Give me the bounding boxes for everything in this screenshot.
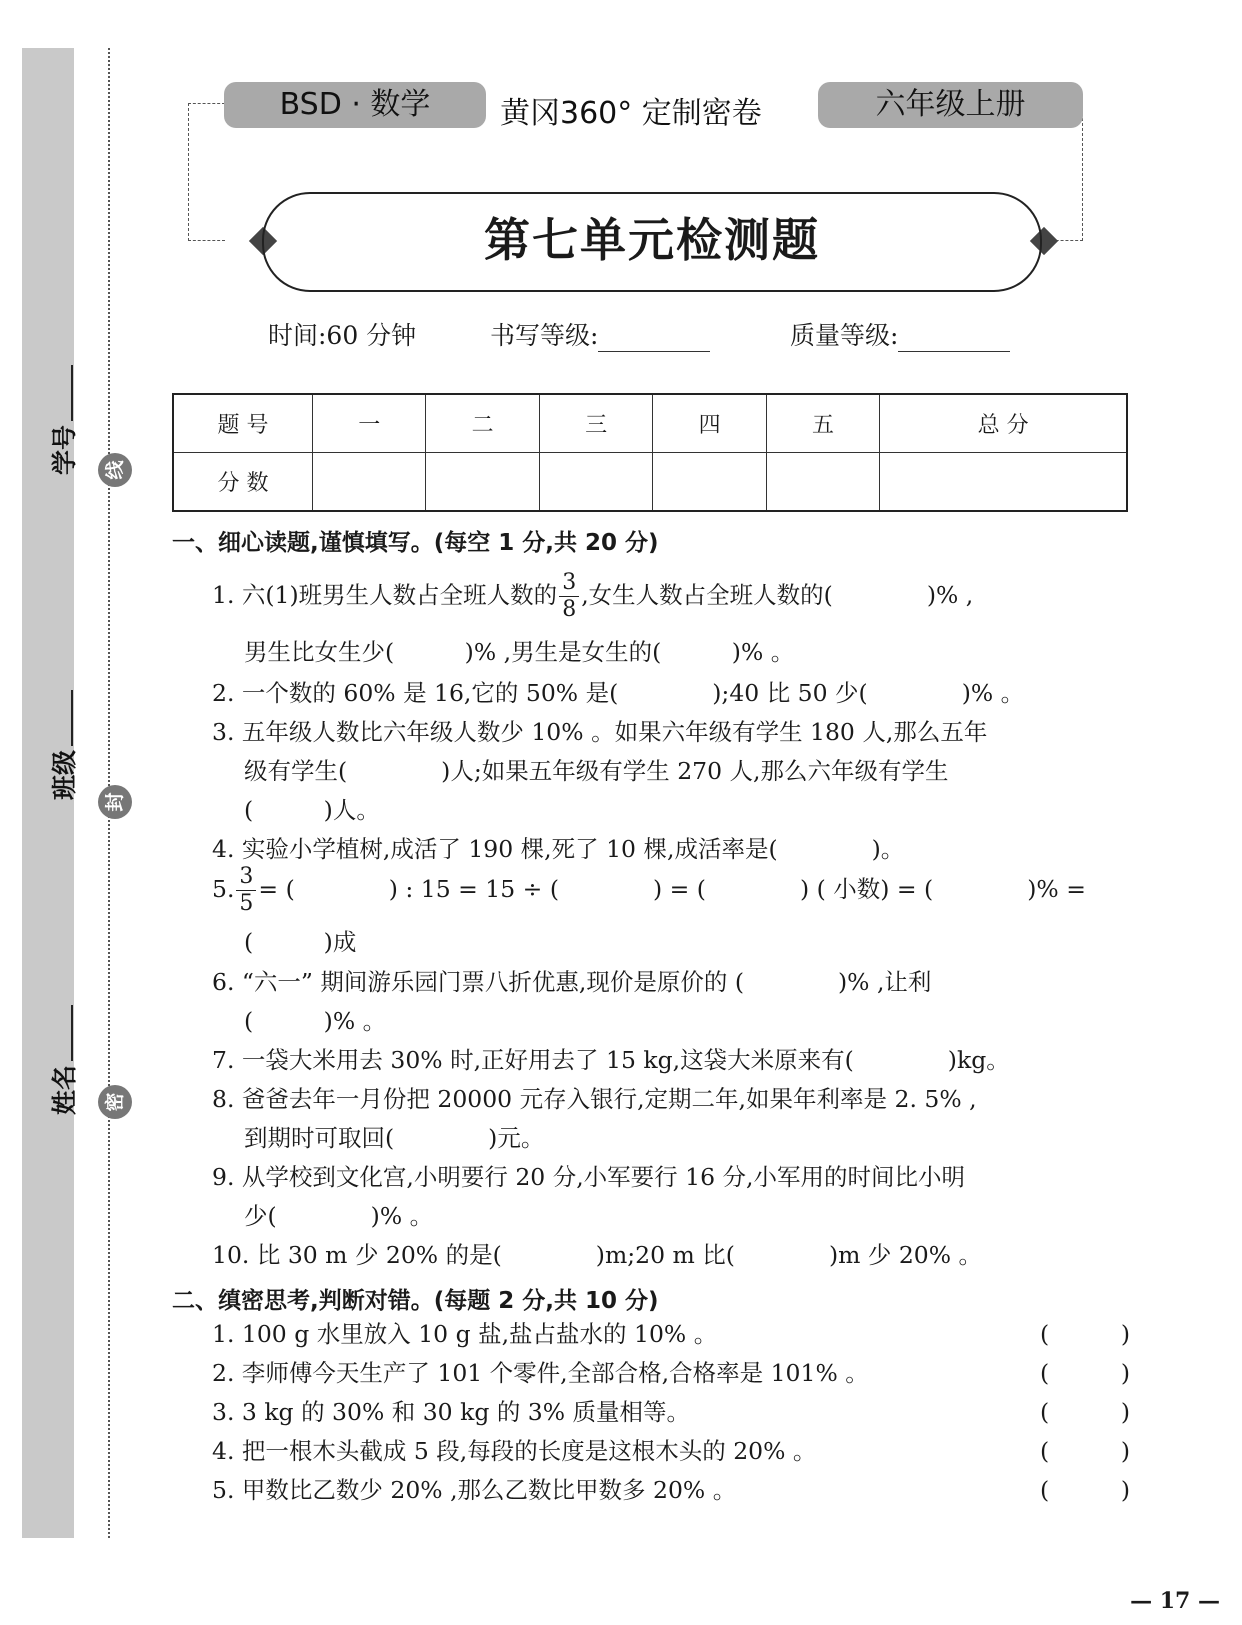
score-header-cell: 二 bbox=[426, 394, 539, 453]
judge-answer-5[interactable] bbox=[1040, 1470, 1130, 1510]
question-10: 10. 比 30 m 少 20% 的是( )m;20 m 比( )m 少 20% 。 bbox=[212, 1241, 983, 1269]
judge-answer-3[interactable] bbox=[1040, 1392, 1130, 1432]
judge-item-4: 4. 把一根木头截成 5 段,每段的长度是这根木头的 20% 。 bbox=[212, 1437, 817, 1465]
q5-frac-num: 3 bbox=[236, 866, 256, 891]
paren-open: ( bbox=[1040, 1398, 1050, 1426]
score-cell[interactable] bbox=[426, 453, 539, 512]
question-3-line2: 级有学生( )人;如果五年级有学生 270 人,那么六年级有学生 bbox=[244, 757, 949, 785]
quality-grade-field[interactable] bbox=[790, 316, 1010, 352]
q1-fraction bbox=[559, 572, 579, 621]
score-header-row bbox=[173, 394, 1127, 453]
judge-item-5: 5. 甲数比乙数少 20% ,那么乙数比甲数多 20% 。 bbox=[212, 1476, 737, 1504]
q5-fraction bbox=[236, 866, 256, 915]
paren-open: ( bbox=[1040, 1437, 1050, 1465]
subject-pill: BSD · 数学 bbox=[224, 82, 486, 128]
score-table bbox=[172, 393, 1128, 512]
q1-text-a: 1. 六(1)班男生人数占全班人数的 bbox=[212, 581, 558, 609]
writing-grade-label: 书写等级: bbox=[490, 321, 599, 350]
question-5-line2: ( )成 bbox=[244, 928, 357, 956]
judge-item-3: 3. 3 kg 的 30% 和 30 kg 的 3% 质量相等。 bbox=[212, 1398, 691, 1426]
q1-frac-den: 8 bbox=[562, 597, 577, 622]
question-5 bbox=[212, 866, 1127, 915]
quality-grade-blank[interactable] bbox=[898, 351, 1010, 352]
seal-seal-mark: 封 bbox=[98, 785, 132, 819]
exam-time: 时间:60 分钟 bbox=[268, 321, 417, 350]
score-cell[interactable] bbox=[653, 453, 766, 512]
score-cell[interactable] bbox=[766, 453, 879, 512]
question-3-line3: ( )人。 bbox=[244, 796, 380, 824]
name-label: 姓名 bbox=[50, 1064, 79, 1115]
paren-open: ( bbox=[1040, 1476, 1050, 1504]
judge-answer-4[interactable] bbox=[1040, 1431, 1130, 1471]
q5-frac-den: 5 bbox=[239, 891, 254, 916]
question-3-line1: 3. 五年级人数比六年级人数少 10% 。如果六年级有学生 180 人,那么五年 bbox=[212, 718, 988, 746]
question-2: 2. 一个数的 60% 是 16,它的 50% 是( );40 比 50 少( )% 。 bbox=[212, 679, 1025, 707]
question-6-line1: 6. “六一” 期间游乐园门票八折优惠,现价是原价的 ( )% ,让利 bbox=[212, 968, 932, 996]
paren-close: ) bbox=[1120, 1359, 1130, 1387]
paren-close: ) bbox=[1120, 1437, 1130, 1465]
grade-pill: 六年级上册 bbox=[818, 82, 1083, 128]
score-header-cell: 四 bbox=[653, 394, 766, 453]
score-header-cell: 一 bbox=[313, 394, 426, 453]
score-header-cell: 题 号 bbox=[173, 394, 313, 453]
writing-grade-blank[interactable] bbox=[598, 351, 710, 352]
paren-close: ) bbox=[1120, 1398, 1130, 1426]
question-9-line1: 9. 从学校到文化宫,小明要行 20 分,小军要行 16 分,小军用的时间比小明 bbox=[212, 1163, 965, 1191]
student-id-label: 学号 bbox=[50, 424, 79, 475]
score-header-cell: 五 bbox=[766, 394, 879, 453]
question-9-line2: 少( )% 。 bbox=[244, 1202, 434, 1230]
class-field[interactable] bbox=[43, 690, 83, 800]
class-label: 班级 bbox=[50, 749, 79, 800]
question-6-line2: ( )% 。 bbox=[244, 1007, 387, 1035]
q1-frac-num: 3 bbox=[559, 572, 579, 597]
paren-close: ) bbox=[1120, 1476, 1130, 1504]
score-cell[interactable] bbox=[539, 453, 652, 512]
page-title: 第七单元检测题 bbox=[484, 213, 820, 267]
name-line bbox=[53, 1005, 73, 1061]
score-header-cell: 三 bbox=[539, 394, 652, 453]
header-bracket-left bbox=[188, 103, 225, 241]
judge-answer-1[interactable] bbox=[1040, 1314, 1130, 1354]
question-8-line1: 8. 爸爸去年一月份把 20000 元存入银行,定期二年,如果年利率是 2. 5% , bbox=[212, 1085, 977, 1113]
student-id-line bbox=[53, 365, 73, 421]
question-4: 4. 实验小学植树,成活了 190 棵,死了 10 棵,成活率是( )。 bbox=[212, 835, 905, 863]
q5-text-b: = ( ) : 15 = 15 ÷ ( ) = ( ) ( 小数) = ( )% = bbox=[258, 875, 1086, 903]
score-cell[interactable] bbox=[313, 453, 426, 512]
q5-prefix: 5. bbox=[212, 875, 235, 903]
score-value-row bbox=[173, 453, 1127, 512]
judge-item-2: 2. 李师傅今天生产了 101 个零件,全部合格,合格率是 101% 。 bbox=[212, 1359, 869, 1387]
judge-item-1: 1. 100 g 水里放入 10 g 盐,盐占盐水的 10% 。 bbox=[212, 1320, 718, 1348]
score-header-cell: 总 分 bbox=[880, 394, 1127, 453]
question-7: 7. 一袋大米用去 30% 时,正好用去了 15 kg,这袋大米原来有( )kg。 bbox=[212, 1046, 1010, 1074]
question-1 bbox=[212, 572, 1127, 621]
page-number: — 17 — bbox=[1130, 1588, 1220, 1614]
quality-grade-label: 质量等级: bbox=[790, 321, 899, 350]
writing-grade-field[interactable] bbox=[490, 316, 710, 352]
judge-answer-2[interactable] bbox=[1040, 1353, 1130, 1393]
seal-secret-mark: 密 bbox=[98, 1085, 132, 1119]
series-title: 黄冈360° 定制密卷 bbox=[500, 96, 762, 131]
q1-text-b: ,女生人数占全班人数的( )% , bbox=[581, 581, 974, 609]
score-cell[interactable] bbox=[880, 453, 1127, 512]
seal-line-mark: 线 bbox=[98, 453, 132, 487]
paren-open: ( bbox=[1040, 1359, 1050, 1387]
name-field[interactable] bbox=[43, 1005, 83, 1115]
score-row-label: 分 数 bbox=[173, 453, 313, 512]
paren-open: ( bbox=[1040, 1320, 1050, 1348]
section2-heading: 二、缜密思考,判断对错。(每题 2 分,共 10 分) bbox=[172, 1288, 659, 1314]
question-8-line2: 到期时可取回( )元。 bbox=[244, 1124, 545, 1152]
q1-line2: 男生比女生少( )% ,男生是女生的( )% 。 bbox=[244, 638, 795, 666]
paren-close: ) bbox=[1120, 1320, 1130, 1348]
section1-heading: 一、细心读题,谨慎填写。(每空 1 分,共 20 分) bbox=[172, 530, 659, 556]
class-line bbox=[53, 690, 73, 746]
student-id-field[interactable] bbox=[43, 365, 83, 475]
